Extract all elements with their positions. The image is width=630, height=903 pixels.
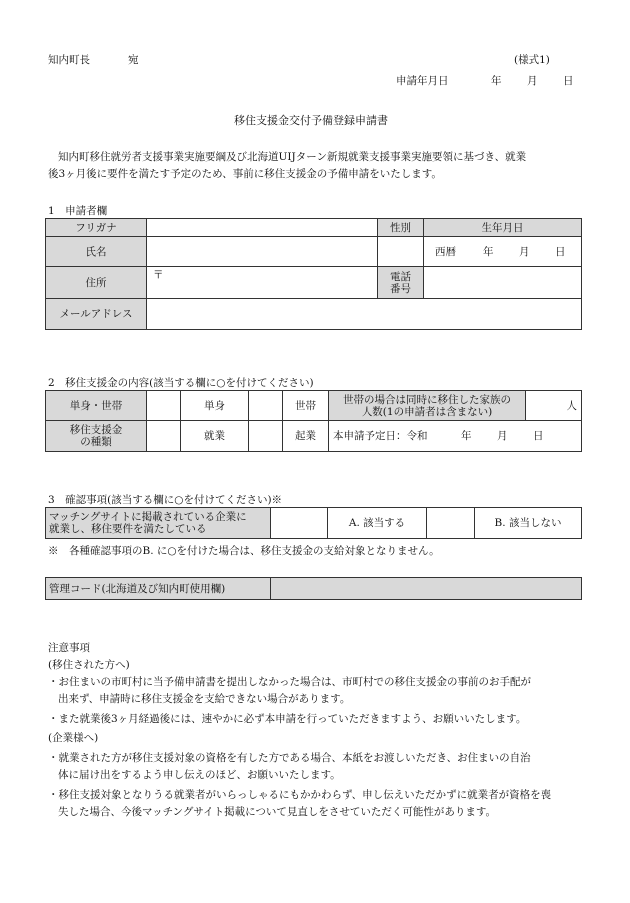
application-date-label: 申請年月日: [396, 75, 449, 87]
management-code-field: [271, 578, 582, 600]
phone-field[interactable]: [424, 267, 582, 299]
gender-field[interactable]: [378, 237, 424, 267]
furigana-field[interactable]: [147, 219, 378, 237]
section1-heading: 1 申請者欄: [48, 205, 108, 217]
address-label: 住所: [46, 267, 147, 299]
planned-date-label: 本申請予定日：令和: [333, 430, 428, 442]
email-field[interactable]: [147, 299, 582, 330]
birthdate-label: 生年月日: [424, 219, 582, 237]
employment-label: 就業: [181, 421, 249, 452]
addressee: 知内町長: [48, 54, 90, 66]
management-code-label: 管理コード(北海道及び知内町使用欄): [46, 578, 271, 600]
notes-migrants-2: ・また就業後3ヶ月経過後には、速やかに必ず本申請を行っていただきますよう、お願いいたします。: [48, 713, 527, 725]
notes-companies-2b: 失した場合、今後マッチングサイト掲載について見直しをさせていただく可能性があります。: [58, 806, 497, 818]
option-b-label: B. 該当しない: [475, 508, 582, 539]
application-day-label: 日: [563, 75, 574, 87]
planned-year-label: 年: [461, 430, 472, 442]
birth-day-label: 日: [555, 246, 566, 258]
name-field[interactable]: [147, 237, 378, 267]
notes-migrants-1b: 出来ず、申請時に移住支援金を支給できない場合があります。: [58, 693, 351, 705]
planned-day-label: 日: [533, 430, 544, 442]
household-check-cell[interactable]: [249, 391, 283, 421]
form-number: (様式1): [514, 54, 550, 66]
support-type-label: 移住支援金 の種類: [46, 421, 147, 452]
notes-companies-2a: ・移住支援対象となりうる就業者がいらっしゃるにもかかわらず、申し伝えいただかずに就業者が資格を喪: [48, 789, 552, 801]
phone-label: 電話 番号: [378, 267, 424, 299]
notes-migrants-1a: ・お住まいの市町村に当予備申請書を提出しなかった場合は、市町村での移住支援金の事前のお手配が: [48, 676, 531, 688]
startup-check-cell[interactable]: [249, 421, 283, 452]
notes-companies-1b: 体に届け出をするよう申し伝えのほど、お願いいたします。: [58, 769, 341, 781]
household-members-label: 世帯の場合は同時に移住した家族の 人数(1の申請者は含まない): [329, 391, 526, 421]
intro-line-1: 知内町移住就労者支援事業実施要綱及び北海道UIJターン新規就業支援事業実施要領に基づき、就業: [58, 151, 527, 163]
matching-site-label: マッチングサイトに掲載されている企業に 就業し、移住要件を満たしている: [46, 508, 271, 539]
single-label: 単身: [181, 391, 249, 421]
era-label: 西暦: [435, 246, 456, 258]
planned-date-field[interactable]: [329, 421, 582, 452]
section2-heading: 2 移住支援金の内容(該当する欄に○を付けてください): [48, 377, 314, 389]
name-label: 氏名: [46, 237, 147, 267]
option-a-label: A. 該当する: [328, 508, 427, 539]
addressee-suffix: 宛: [128, 54, 139, 66]
postal-mark: 〒: [153, 269, 164, 281]
document-title: 移住支援金交付予備登録申請書: [234, 114, 388, 127]
birth-year-label: 年: [483, 246, 494, 258]
notes-companies-heading: (企業様へ): [48, 732, 99, 744]
confirmation-table: [45, 507, 582, 539]
birthdate-field[interactable]: [424, 237, 582, 267]
household-members-field[interactable]: [526, 391, 582, 421]
notes-migrants-heading: (移住された方へ): [48, 659, 130, 671]
option-a-check-cell[interactable]: [271, 508, 328, 539]
birth-month-label: 月: [519, 246, 530, 258]
startup-label: 起業: [283, 421, 329, 452]
option-b-check-cell[interactable]: [427, 508, 475, 539]
notes-heading: 注意事項: [48, 642, 90, 654]
employment-check-cell[interactable]: [147, 421, 181, 452]
support-content-table: [45, 390, 582, 452]
management-code-table: [45, 577, 582, 600]
planned-month-label: 月: [497, 430, 508, 442]
address-field[interactable]: [147, 267, 378, 299]
application-year-label: 年: [491, 75, 502, 87]
application-month-label: 月: [527, 75, 538, 87]
notes-companies-1a: ・就業された方が移住支援対象の資格を有した方である場合、本紙をお渡しいただき、お住まいの自治: [48, 752, 531, 764]
email-label: メールアドレス: [46, 299, 147, 330]
section3-heading: 3 確認事項(該当する欄に○を付けてください)※: [48, 494, 283, 506]
single-check-cell[interactable]: [147, 391, 181, 421]
single-household-label: 単身・世帯: [46, 391, 147, 421]
applicant-table: [45, 218, 582, 330]
confirmation-footnote: ※ 各種確認事項のB. に○を付けた場合は、移住支援金の支給対象となりません。: [48, 545, 440, 557]
furigana-label: フリガナ: [46, 219, 147, 237]
persons-unit: 人: [566, 399, 577, 412]
household-label: 世帯: [283, 391, 329, 421]
gender-label: 性別: [378, 219, 424, 237]
intro-line-2: 後3ヶ月後に要件を満たす予定のため、事前に移住支援金の予備申請をいたします。: [48, 168, 442, 180]
